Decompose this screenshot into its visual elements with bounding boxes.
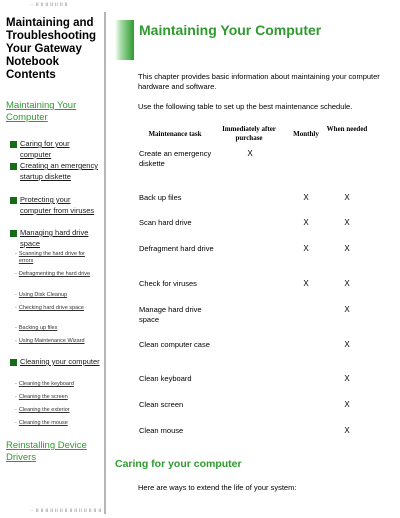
sidebar-title: Maintaining and Troubleshooting Your Gateway Notebook Contents — [6, 17, 97, 81]
bullet-icon — [10, 197, 17, 204]
mark-when-needed: X — [344, 305, 350, 314]
sidebar-item-label[interactable]: Protecting your computer from viruses — [20, 195, 95, 215]
sidebar-subitem-scanning[interactable] — [15, 251, 99, 265]
intro-paragraph: This chapter provides basic information about maintaining your computer hardware and software. — [138, 72, 380, 91]
sidebar-subitem-exterior[interactable] — [15, 407, 99, 414]
dash-marker: - — [15, 251, 17, 257]
title-accent-bar — [115, 20, 134, 60]
table-intro-paragraph: Use the following table to set up the best maintenance schedule. — [138, 102, 353, 111]
task-cell: Defragment hard drive — [139, 244, 214, 253]
task-cell: Clean keyboard — [139, 374, 192, 383]
dash-marker: - — [15, 305, 17, 311]
bullet-icon — [10, 141, 17, 148]
bullet-icon — [10, 163, 17, 170]
dash-marker: - — [15, 381, 17, 387]
header-when-needed: When needed — [326, 125, 368, 133]
header-note: ·· ii ii ii ii ii ii ii — [30, 2, 68, 8]
footer-note: ·· ii ii ii ii ii ii ii ii ii ii ii ii ii ii — [30, 508, 102, 514]
mark-monthly: X — [303, 218, 309, 227]
task-cell: Back up files — [139, 193, 182, 202]
header-task: Maintenance task — [148, 130, 202, 138]
sidebar-subitem-label[interactable]: Cleaning the screen — [18, 394, 68, 400]
dash-marker: - — [15, 338, 17, 344]
task-cell: Create an emergency diskette — [139, 149, 212, 168]
mark-monthly: X — [303, 279, 309, 288]
dash-marker: - — [15, 407, 17, 413]
dash-marker: - — [15, 394, 17, 400]
sidebar-subitem-label[interactable]: Cleaning the keyboard — [18, 381, 74, 387]
sidebar-item-hard-drive-space[interactable] — [10, 228, 100, 249]
sidebar-item-emergency-diskette[interactable] — [10, 161, 100, 182]
sidebar-subitem-label[interactable]: Backing up files — [18, 325, 58, 331]
mark-when-needed: X — [344, 340, 350, 349]
mark-immediately: X — [247, 149, 253, 158]
mark-when-needed: X — [344, 374, 350, 383]
sidebar-subitem-label[interactable]: Cleaning the exterior — [18, 407, 70, 413]
contents-sidebar — [0, 0, 104, 518]
sidebar-item-caring[interactable] — [10, 139, 100, 160]
task-cell: Clean computer case — [139, 340, 210, 349]
task-cell: Manage hard drive space — [139, 305, 202, 324]
mark-when-needed: X — [344, 426, 350, 435]
sidebar-link-maintaining-your-computer[interactable]: Maintaining Your Computer — [6, 100, 77, 123]
sidebar-item-cleaning[interactable] — [10, 357, 100, 368]
bullet-icon — [10, 230, 17, 237]
dash-marker: - — [15, 292, 17, 298]
section-heading: Caring for your computer — [115, 458, 242, 470]
sidebar-subitem-checking-space[interactable] — [15, 305, 99, 312]
sidebar-subitem-label[interactable]: Defragmenting the hard drive — [18, 271, 91, 277]
mark-when-needed: X — [344, 400, 350, 409]
task-cell: Clean screen — [139, 400, 184, 409]
sidebar-subitem-disk-cleanup[interactable] — [15, 292, 99, 299]
mark-when-needed: X — [344, 218, 350, 227]
mark-when-needed: X — [344, 244, 350, 253]
sidebar-item-label[interactable]: Cleaning your computer — [20, 357, 100, 366]
dash-marker: - — [15, 420, 17, 426]
header-immediately: Immediately after purchase — [222, 125, 276, 142]
sidebar-subitem-backing-up[interactable] — [15, 325, 99, 332]
sidebar-subitem-screen[interactable] — [15, 394, 99, 401]
sidebar-subitem-mouse[interactable] — [15, 420, 99, 427]
task-cell: Clean mouse — [139, 426, 184, 435]
page-title: Maintaining Your Computer — [139, 22, 322, 38]
sidebar-subitem-maintenance-wizard[interactable] — [15, 338, 99, 345]
task-cell: Check for viruses — [139, 279, 197, 288]
sidebar-divider — [104, 12, 106, 514]
sidebar-subitem-defragmenting[interactable] — [15, 271, 99, 278]
dash-marker: - — [15, 271, 17, 277]
sidebar-subitem-keyboard[interactable] — [15, 381, 99, 388]
sidebar-subitem-label[interactable]: Checking hard drive space — [18, 305, 84, 311]
sidebar-subitem-label[interactable]: Cleaning the mouse — [18, 420, 68, 426]
mark-when-needed: X — [344, 193, 350, 202]
sidebar-subitem-label[interactable]: Using Disk Cleanup — [18, 292, 68, 298]
section-text: Here are ways to extend the life of your system: — [138, 483, 297, 492]
sidebar-item-label[interactable]: Caring for your computer — [20, 139, 70, 159]
mark-when-needed: X — [344, 279, 350, 288]
bullet-icon — [10, 359, 17, 366]
task-cell: Scan hard drive — [139, 218, 192, 227]
sidebar-subitem-label[interactable]: Using Maintenance Wizard — [18, 338, 85, 344]
mark-monthly: X — [303, 193, 309, 202]
sidebar-item-label[interactable]: Creating an emergency startup diskette — [20, 161, 98, 181]
sidebar-item-label[interactable]: Managing hard drive space — [20, 228, 89, 248]
sidebar-subitem-label[interactable]: Scanning the hard drive for errors — [18, 251, 85, 264]
header-monthly: Monthly — [293, 130, 319, 138]
sidebar-link-reinstalling-drivers[interactable]: Reinstalling Device Drivers — [6, 440, 87, 463]
sidebar-item-viruses[interactable] — [10, 195, 100, 216]
dash-marker: - — [15, 325, 17, 331]
mark-monthly: X — [303, 244, 309, 253]
